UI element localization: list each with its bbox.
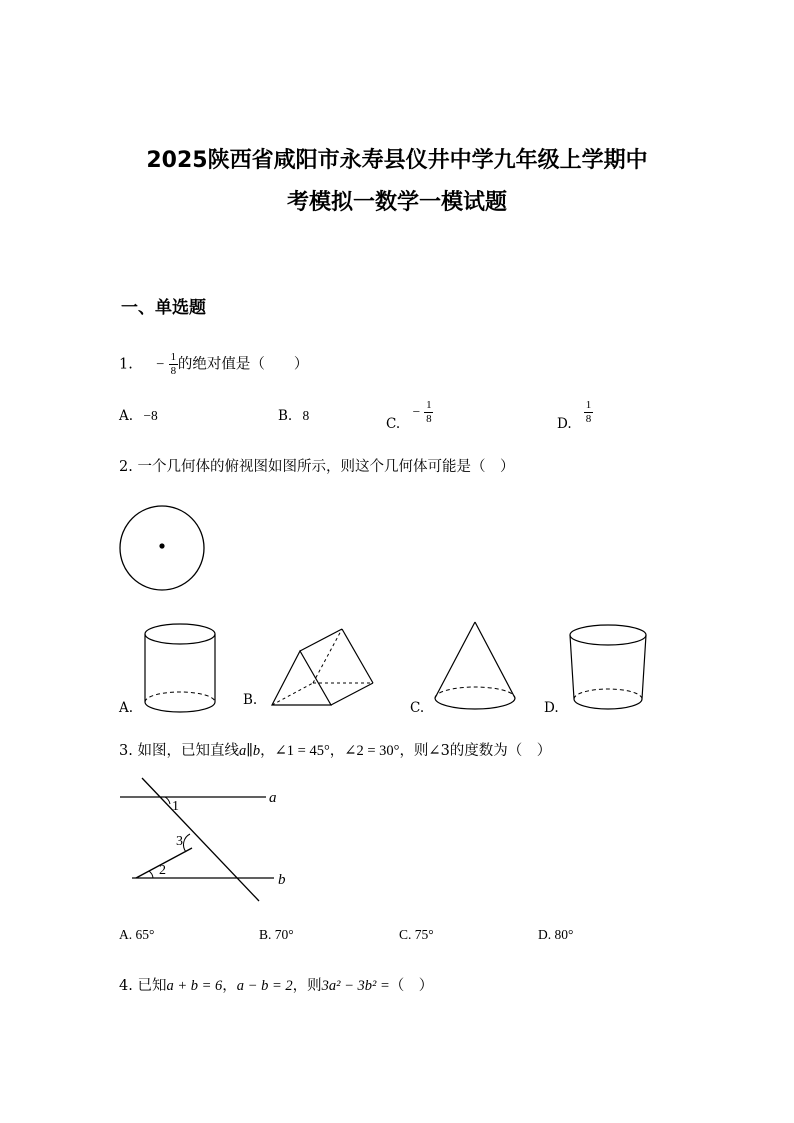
equation-2: a − b = 2	[236, 978, 293, 994]
question-text: 的绝对值是（ ）	[177, 356, 309, 373]
triangular-prism-figure	[267, 627, 382, 712]
option-value: −8	[143, 408, 158, 423]
expression: 3a² − 3b² =	[321, 978, 390, 994]
question-2: 2. 一个几何体的俯视图如图所示，则这个几何体可能是（ ）	[119, 459, 515, 475]
angle-1-expression: ，∠1 = 45°	[260, 743, 330, 759]
question-text: 4. 已知	[119, 978, 167, 994]
angle-label-3: 3	[176, 834, 183, 849]
minus-sign: −	[412, 404, 421, 419]
section-heading: 一、单选题	[121, 298, 206, 318]
question-number: 1.	[119, 356, 133, 373]
fraction-denominator: 8	[170, 365, 177, 377]
question-1	[119, 352, 308, 377]
fraction-numerator: 1	[585, 399, 592, 411]
option-c-label: C.	[410, 700, 425, 716]
document-title-line1: 2025陕西省咸阳市永寿县仪井中学九年级上学期中	[146, 148, 648, 173]
option-d-label: D.	[544, 700, 559, 716]
fraction	[424, 400, 433, 425]
label-b: b	[278, 872, 286, 888]
cone-figure	[432, 620, 522, 715]
angle-2-expression: ，∠2 = 30°	[329, 743, 400, 759]
option-c: C. 75°	[399, 927, 434, 942]
option-b	[278, 408, 309, 424]
question-3	[119, 739, 551, 760]
option-a	[119, 408, 158, 424]
fraction-denominator: 8	[426, 413, 432, 425]
option-label: B.	[278, 408, 293, 424]
question-text: ，则	[292, 978, 322, 994]
option-label: D.	[557, 416, 572, 432]
cylinder-figure	[142, 622, 222, 717]
option-b: B. 70°	[259, 927, 294, 942]
separator: ，	[222, 978, 237, 994]
question-text: ，则∠3的度数为（ ）	[399, 743, 552, 759]
angle-label-2: 2	[159, 863, 166, 878]
center-dot	[159, 543, 164, 548]
frustum-figure	[566, 622, 656, 717]
option-value: 8	[302, 408, 310, 423]
option-d	[557, 399, 593, 432]
question-4	[119, 974, 433, 995]
parallel-expression: a∥b	[238, 743, 261, 759]
option-b-label: B.	[243, 692, 258, 708]
label-a: a	[269, 790, 277, 806]
answer-blank: （ ）	[389, 978, 434, 994]
option-label: C.	[386, 416, 401, 432]
option-a-label: A.	[119, 700, 134, 716]
option-label: A.	[119, 408, 134, 424]
top-view-figure	[117, 503, 207, 593]
option-d: D. 80°	[538, 927, 574, 942]
option-a: A. 65°	[119, 927, 155, 942]
fraction-numerator: 1	[426, 399, 432, 411]
angle-label-1: 1	[172, 799, 179, 814]
document-title-line2: 考模拟一数学一模试题	[286, 190, 507, 215]
parallel-lines-figure	[118, 776, 298, 906]
minus-sign: −	[156, 356, 165, 373]
option-c	[386, 399, 433, 432]
equation-1: a + b = 6	[166, 978, 223, 994]
fraction-numerator: 1	[170, 351, 177, 363]
fraction	[169, 352, 178, 377]
question-text: 3. 如图，已知直线	[119, 743, 239, 759]
fraction	[584, 400, 593, 425]
fraction-denominator: 8	[585, 413, 592, 425]
